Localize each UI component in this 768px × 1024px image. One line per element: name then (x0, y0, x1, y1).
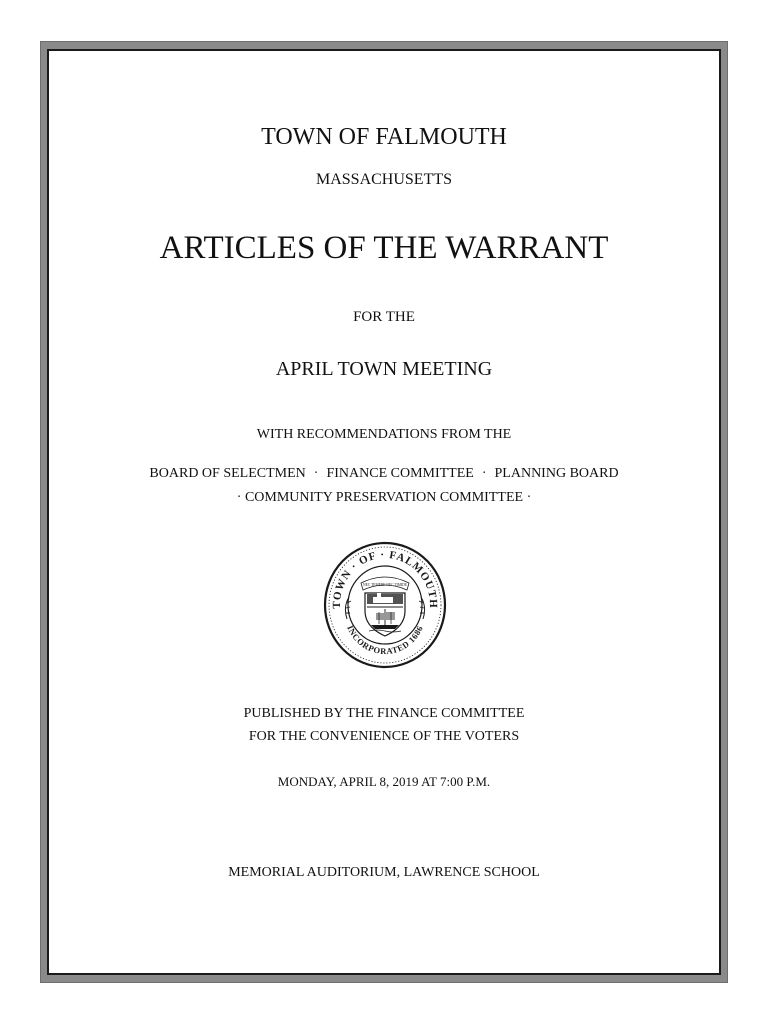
town-seal-icon (323, 541, 447, 669)
town-name: TOWN OF FALMOUTH (261, 124, 507, 150)
board-selectmen: BOARD OF SELECTMEN (149, 466, 306, 481)
cpc-line (0, 490, 768, 506)
recommendations-label: WITH RECOMMENDATIONS FROM THE (256, 427, 512, 442)
published-by-line: PUBLISHED BY THE FINANCE COMMITTEE (243, 706, 525, 721)
board-cpc: COMMUNITY PRESERVATION COMMITTEE (244, 490, 524, 505)
seal-bottom-text: INCORPORATED 1686 (345, 623, 425, 657)
for-the-label: FOR THE (353, 309, 415, 325)
separator-dot: · (526, 490, 532, 505)
separator-dot: · (313, 466, 319, 481)
seal-ribbon-text: NEC TEMERE NEC TIMIDE (363, 583, 407, 587)
meeting-name: APRIL TOWN MEETING (275, 358, 493, 380)
seal-top-text: TOWN · OF · FALMOUTH (330, 548, 440, 609)
meeting-date-time: MONDAY, APRIL 8, 2019 AT 7:00 P.M. (277, 774, 491, 789)
board-planning: PLANNING BOARD (494, 466, 619, 481)
convenience-line: FOR THE CONVENIENCE OF THE VOTERS (248, 729, 520, 744)
meeting-venue: MEMORIAL AUDITORIUM, LAWRENCE SCHOOL (228, 865, 540, 880)
boards-line (0, 466, 768, 482)
separator-dot: · (481, 466, 487, 481)
separator-dot: · (236, 490, 242, 505)
state-name: MASSACHUSETTS (315, 171, 453, 188)
board-finance-committee: FINANCE COMMITTEE (326, 466, 474, 481)
document-title: ARTICLES OF THE WARRANT (159, 230, 609, 266)
